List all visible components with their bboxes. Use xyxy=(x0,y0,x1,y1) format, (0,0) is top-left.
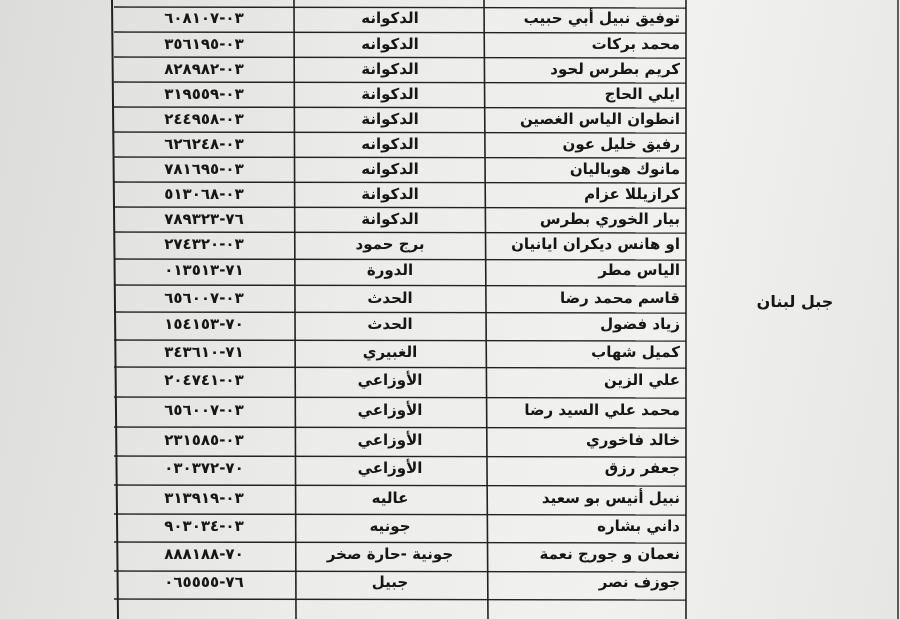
phone-cell: ٧١-٣٤٣٦١٠ xyxy=(164,343,244,361)
table-row xyxy=(0,6,900,30)
phone-cell: ٠٣-٧٨١٦٩٥ xyxy=(164,160,244,178)
name-cell: محمد علي السيد رضا xyxy=(524,401,680,419)
location-cell: الأوزاعي xyxy=(357,401,423,419)
table-row xyxy=(0,428,900,452)
name-cell: نبيل أنيس بو سعيد xyxy=(541,489,680,507)
phone-cell: ٠٣-٨٢٨٩٨٢ xyxy=(164,60,244,78)
table-row xyxy=(0,368,900,392)
name-cell: توفيق نبيل أبي حبيب xyxy=(523,9,680,27)
name-cell: نعمان و جورج نعمة xyxy=(539,545,680,563)
location-cell: الحدث xyxy=(367,289,413,307)
location-cell: الدكوانه xyxy=(361,9,419,27)
location-cell: جونيه xyxy=(369,517,411,535)
table-row xyxy=(0,542,900,566)
table-row xyxy=(0,232,900,256)
table-row xyxy=(0,57,900,81)
table-row xyxy=(0,514,900,538)
table-row xyxy=(0,207,900,231)
name-cell: كرازيللا عزام xyxy=(584,185,680,203)
phone-cell: ٠٣-٥١٣٠٦٨ xyxy=(164,185,244,203)
name-cell: ايلي الحاج xyxy=(604,85,680,103)
location-cell: جونية -حارة صخر xyxy=(326,545,454,563)
location-cell: الدكوانه xyxy=(361,135,419,153)
location-cell: الدورة xyxy=(366,261,414,279)
name-cell: كريم بطرس لحود xyxy=(550,60,680,78)
table-row xyxy=(0,312,900,336)
phone-cell: ٠٣-٩٠٣٠٣٤ xyxy=(164,517,244,535)
table-row xyxy=(0,82,900,106)
location-cell: جبيل xyxy=(371,573,409,591)
phone-cell: ٧٦-٠٦٥٥٥٥ xyxy=(164,573,244,591)
location-cell: الأوزاعي xyxy=(357,459,423,477)
phone-cell: ٠٣-٣١٣٩١٩ xyxy=(164,489,244,507)
name-cell: داني بشاره xyxy=(597,517,680,535)
table-row xyxy=(0,258,900,282)
table-row xyxy=(0,107,900,131)
table-row xyxy=(0,456,900,480)
name-cell: جوزف نصر xyxy=(598,573,680,591)
table-row xyxy=(0,182,900,206)
phone-cell: ٧٠-٨٨٨١٨٨ xyxy=(164,545,244,563)
phone-cell: ٠٣-٣١٩٥٥٩ xyxy=(164,85,244,103)
name-cell: الياس مطر xyxy=(598,261,680,279)
location-cell: الدكوانة xyxy=(361,210,419,228)
phone-cell: ٧٠-٠٣٠٣٧٢ xyxy=(164,459,244,477)
location-cell: الدكوانة xyxy=(361,185,419,203)
location-cell: الأوزاعي xyxy=(357,431,423,449)
table-row xyxy=(0,340,900,364)
table-row xyxy=(0,398,900,422)
phone-cell: ٠٣-٢٤٤٩٥٨ xyxy=(164,110,244,128)
name-cell: انطوان الياس الغصين xyxy=(519,110,680,128)
name-cell: بيار الخوري بطرس xyxy=(539,210,680,228)
name-cell: جعفر رزق xyxy=(604,459,680,477)
phone-cell: ٧٠-١٥٤١٥٣ xyxy=(164,315,244,333)
location-cell: الغبيري xyxy=(362,343,418,361)
phone-cell: ٠٣-٦٠٨١٠٧ xyxy=(164,9,244,27)
table-row xyxy=(0,157,900,181)
location-cell: الدكوانة xyxy=(361,110,419,128)
name-cell: مانوك هوباليان xyxy=(569,160,680,178)
phone-cell: ٠٣-٢٠٤٧٤١ xyxy=(164,371,244,389)
phone-cell: ٠٣-٦٥٦٠٠٧ xyxy=(164,289,244,307)
location-cell: برج حمود xyxy=(355,235,425,253)
name-cell: قاسم محمد رضا xyxy=(560,289,680,307)
table-row xyxy=(0,32,900,56)
phone-cell: ٠٣-٢٧٤٣٢٠ xyxy=(164,235,244,253)
name-cell: محمد بركات xyxy=(591,35,680,53)
table-row xyxy=(0,132,900,156)
phone-cell: ٠٣-٣٥٦١٩٥ xyxy=(164,35,244,53)
name-cell: خالد فاخوري xyxy=(585,431,680,449)
phone-cell: ٧١-٠١٣٥١٣ xyxy=(164,261,244,279)
name-cell: كميل شهاب xyxy=(591,343,680,361)
name-cell: زياد فضول xyxy=(600,315,680,333)
name-cell: او هانس ديكران ايانيان xyxy=(511,235,680,253)
phone-cell: ٠٣-٦٢٦٢٤٨ xyxy=(164,135,244,153)
location-cell: الدكوانه xyxy=(361,160,419,178)
location-cell: عاليه xyxy=(371,489,409,507)
table-row xyxy=(0,570,900,594)
phone-cell: ٠٣-٢٣١٥٨٥ xyxy=(164,431,244,449)
location-cell: الأوزاعي xyxy=(357,371,423,389)
location-cell: الدكوانة xyxy=(361,60,419,78)
phone-cell: ٧٦-٧٨٩٣٢٣ xyxy=(164,210,244,228)
name-cell: علي الزين xyxy=(603,371,680,389)
phone-cell: ٠٣-٦٥٦٠٠٧ xyxy=(164,401,244,419)
location-cell: الدكوانة xyxy=(361,85,419,103)
region-label: جبل لبنان xyxy=(756,292,834,311)
name-cell: رفيق خليل عون xyxy=(562,135,680,153)
table-row xyxy=(0,486,900,510)
location-cell: الدكوانه xyxy=(361,35,419,53)
location-cell: الحدث xyxy=(367,315,413,333)
